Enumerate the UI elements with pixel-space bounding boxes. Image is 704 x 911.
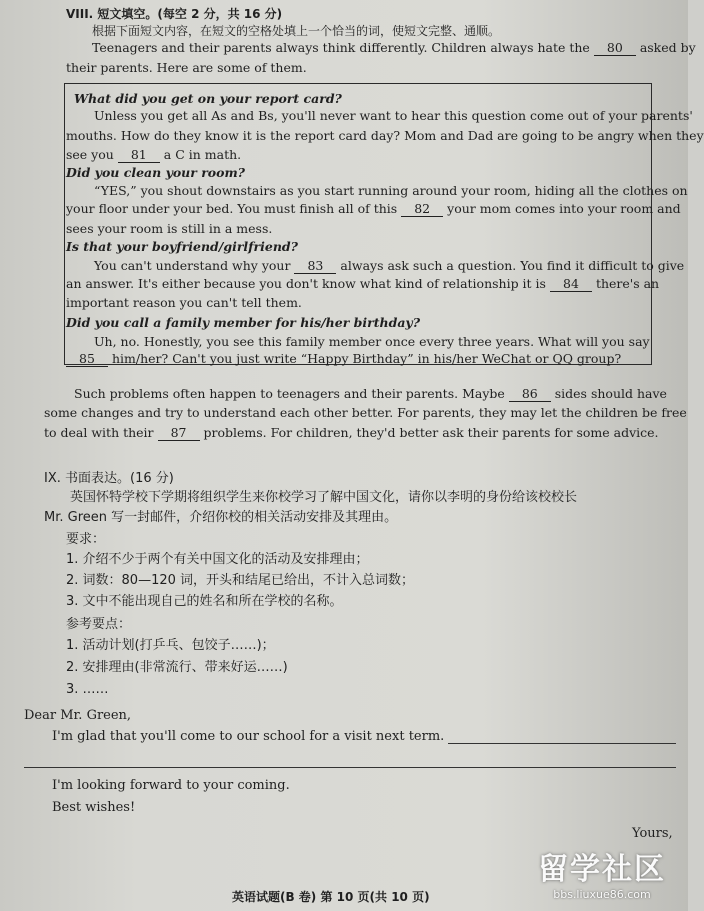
blank-81: 81 — [118, 147, 160, 163]
reference-1: 1. 活动计划(打乒乓、包饺子……)； — [66, 638, 275, 653]
watermark-logo: 留学社区 — [538, 852, 666, 887]
blank-82: 82 — [401, 201, 443, 217]
letter-signoff: Yours, — [632, 826, 673, 841]
intro-line-1: Teenagers and their parents always think differently. Children always hate the 80 asked by — [92, 40, 696, 55]
p4-line2: 85 him/her? Can't you just write “Happy Birthday” in his/her WeChat or QQ group? — [66, 351, 621, 367]
requirement-2: 2. 词数：80—120 词，开头和结尾已给出，不计入总词数； — [66, 573, 415, 588]
p3-line1: You can't understand why your 83 always ask such a question. You find it difficult to give — [94, 258, 685, 273]
prompt-line1: 英国怀特学校下学期将组织学生来你校学习了解中国文化，请你以李明的身份给该校校长 — [70, 490, 578, 505]
conclusion-line3: to deal with their 87 problems. For children, they'd better ask their parents for some advice. — [44, 425, 659, 440]
p3-line2: an answer. It's either because you don't know what kind of relationship it is 84 there's an — [66, 276, 660, 291]
reference-title: 参考要点： — [66, 617, 132, 632]
section8-instruction: 根据下面短文内容，在短文的空格处填上一个恰当的词，使短文完整、通顺。 — [92, 24, 501, 38]
p2-line2: your floor under your bed. You must finish all of this 82 your mom comes into your room and — [66, 201, 681, 216]
blank-87: 87 — [158, 425, 200, 441]
p3-line3: important reason you can't tell them. — [66, 295, 302, 310]
reference-2: 2. 安排理由(非常流行、带来好运……) — [66, 660, 288, 675]
p1-line3: see you 81 a C in math. — [66, 147, 242, 162]
blank-83: 83 — [294, 258, 336, 274]
conclusion-line2: some changes and try to understand each other better. For parents, they may let the children be free — [44, 405, 687, 420]
site-watermark — [522, 844, 682, 901]
requirement-3: 3. 文中不能出现自己的姓名和所在学校的名称。 — [66, 594, 343, 609]
letter-closing-2: Best wishes! — [52, 800, 136, 815]
watermark-url: bbs.liuxue86.com — [553, 888, 651, 901]
section8-title: VIII. 短文填空。(每空 2 分，共 16 分) — [66, 7, 283, 21]
blank-80: 80 — [594, 40, 636, 56]
letter-salutation: Dear Mr. Green, — [24, 708, 132, 723]
p1-line2: mouths. How do they know it is the report card day? Mom and Dad are going to be angry when they — [66, 128, 704, 143]
writing-line — [448, 743, 676, 744]
writing-line — [24, 767, 676, 768]
question-heading-4: Did you call a family member for his/her birthday? — [66, 315, 421, 330]
letter-closing-1: I'm looking forward to your coming. — [52, 778, 290, 793]
requirements-title: 要求： — [66, 532, 106, 547]
requirement-1: 1. 介绍不少于两个有关中国文化的活动及安排理由； — [66, 552, 369, 567]
reference-3: 3. …… — [66, 682, 109, 697]
blank-85: 85 — [66, 351, 108, 367]
prompt-line2: Mr. Green 写一封邮件，介绍你校的相关活动安排及其理由。 — [44, 510, 398, 525]
blank-86: 86 — [509, 386, 551, 402]
p2-line1: “YES,” you shout downstairs as you start running around your room, hiding all the clothes on — [94, 183, 688, 198]
blank-84: 84 — [550, 276, 592, 292]
section9-title: IX. 书面表达。(16 分) — [44, 471, 174, 486]
question-heading-3: Is that your boyfriend/girlfriend? — [66, 239, 298, 254]
question-heading-2: Did you clean your room? — [66, 165, 246, 180]
p1-line1: Unless you get all As and Bs, you'll never want to hear this question come out of your parents' — [94, 108, 693, 123]
question-heading-1: What did you get on your report card? — [74, 91, 342, 106]
page-footer: 英语试题(B 卷) 第 10 页(共 10 页) — [232, 890, 430, 904]
intro-line-2: their parents. Here are some of them. — [66, 60, 307, 75]
p2-line3: sees your room is still in a mess. — [66, 221, 273, 236]
p4-line1: Uh, no. Honestly, you see this family member once every three years. What will you say — [94, 334, 650, 349]
conclusion-line1: Such problems often happen to teenagers and their parents. Maybe 86 sides should have — [74, 386, 667, 401]
letter-opening: I'm glad that you'll come to our school for a visit next term. — [52, 729, 445, 744]
